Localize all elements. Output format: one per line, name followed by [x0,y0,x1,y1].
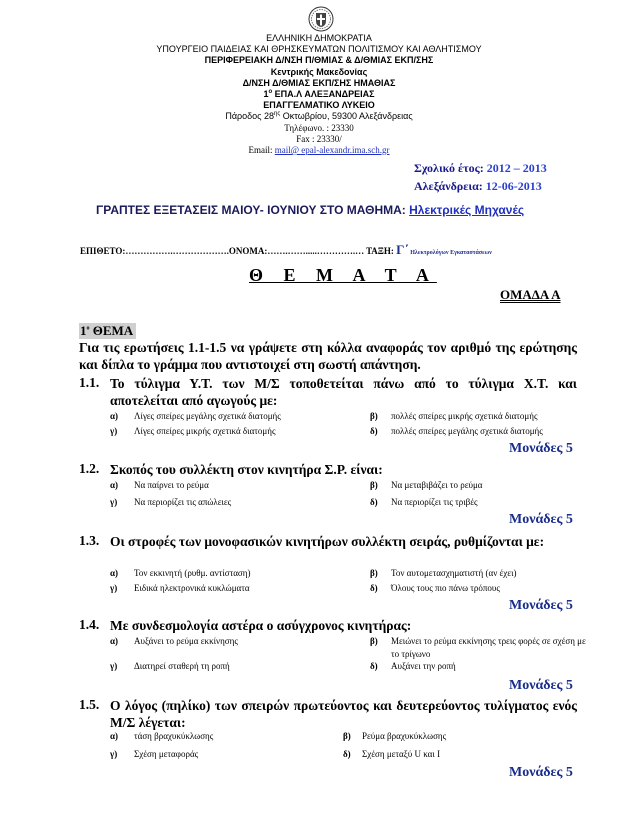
option-letter: β) [343,731,351,741]
option-text: Ρεύμα βραχυκύκλωσης [362,731,447,741]
instructions: Για τις ερωτήσεις 1.1-1.5 να γράψετε στη κόλλα αναφοράς τον αριθμό της ερώτησης και δίπλα το γράμμα που αντιστοιχεί στη σωστή απάντηση. [79,340,577,372]
header-country: ΕΛΛΗΝΙΚΗ ΔΗΜΟΚΡΑΤΙΑ [266,33,372,43]
question-text: Σκοπός του συλλέκτη στον κινητήρα Σ.Ρ. είναι: [110,462,383,477]
marks-label: Μονάδες 5 [509,678,573,693]
option-text: Να περιορίζει τις απώλειες [134,497,232,507]
question-number: 1.2. [79,461,100,476]
option-letter: α) [110,568,119,578]
header-address: Πάροδος $28^{\eta\varsigma}$ Οκτωβρίου, 59300 Αλεξάνδρειας [225,111,413,121]
option-text: Διατηρεί σταθερή τη ροπή [134,661,230,671]
question-number: 1.1. [79,375,100,390]
question-text: Οι στροφές των μονοφασικών κινητήρων συλλέκτη σειράς, ρυθμίζονται με: [110,534,545,549]
option-text: Ειδικά ηλεκτρονικά κυκλώματα [134,583,250,593]
option-text: Όλους τους πιο πάνω τρόπους [391,583,500,593]
option-text: τάση βραχυκύκλωσης [134,731,214,741]
option-letter: δ) [370,583,378,593]
group-label: ΟΜΑΔΑ Α [500,287,561,302]
header-phone: Τηλέφωνο. : 23330 [284,123,354,133]
header-region: Κεντρικής Μακεδονίας [270,67,368,77]
header-fax: Fax : 23330/ [296,134,342,144]
marks-label: Μονάδες 5 [509,441,573,456]
option-text: Σχέση μεταφοράς [134,749,199,759]
option-letter: γ) [110,497,118,507]
question-text: Με συνδεσμολογία αστέρα ο ασύγχρονος κινητήρας: [110,618,412,633]
option-text: Τον αυτομετασχηματιστή (αν έχει) [391,568,517,578]
option-letter: β) [370,568,378,578]
header-regional-directorate: ΠΕΡΙΦΕΡΕΙΑΚΗ Δ/ΝΣΗ Π/ΘΜΙΑΣ & Δ/ΘΜΙΑΣ ΕΚΠ/ΣΗΣ [204,55,434,65]
header-school-type: ΕΠΑΓΓΕΛΜΑΤΙΚΟ ΛΥΚΕΙΟ [263,100,375,110]
question-number: 1.4. [79,617,100,632]
option-letter: α) [110,636,119,646]
option-letter: γ) [110,661,118,671]
option-text: Σχέση μεταξύ U και I [362,749,441,759]
theme-1-heading: $1^o$ ΘΕΜΑ [79,323,136,339]
option-letter: γ) [110,749,118,759]
exam-title: ΓΡΑΠΤΕΣ ΕΞΕΤΑΣΕΙΣ ΜΑΙΟΥ- ΙΟΥΝΙΟΥ ΣΤΟ ΜΑΘΗΜΑ: Ηλεκτρικές Μηχανές [96,203,525,217]
option-letter: γ) [110,426,118,436]
greek-coat-of-arms-icon [308,6,334,32]
option-letter: β) [370,411,378,421]
option-letter: γ) [110,583,118,593]
option-letter: β) [370,480,378,490]
option-text: Λίγες σπείρες μικρής σχετικά διατομής [134,426,276,436]
option-text: Να μεταβιβάζει το ρεύμα [391,480,483,490]
exam-subject: Ηλεκτρικές Μηχανές [409,203,525,217]
header-email: Email: mail@ epal-alexandr.ima.sch.gr [248,145,390,155]
school-year: Σχολικό έτος: 2012 – 2013 [414,161,547,175]
header-directorate: Δ/ΝΣΗ Δ/ΘΜΙΑΣ ΕΚΠ/ΣΗΣ ΗΜΑΘΙΑΣ [242,78,396,88]
header-ministry: ΥΠΟΥΡΓΕΙΟ ΠΑΙΔΕΙΑΣ ΚΑΙ ΘΡΗΣΚΕΥΜΑΤΩΝ ΠΟΛΙΤΙΣΜΟΥ ΚΑΙ ΑΘΛΗΤΙΣΜΟΥ [156,44,482,54]
option-letter: δ) [370,426,378,436]
option-text: Μειώνει το ρεύμα εκκίνησης τρεις φορές σε σχέση με το τρίγωνο [391,636,586,659]
option-text: Λίγες σπείρες μεγάλης σχετικά διατομής [134,411,281,421]
option-text: Να παίρνει το ρεύμα [134,480,209,490]
option-letter: δ) [370,497,378,507]
exam-date: Αλεξάνδρεια: 12-06-2013 [414,179,542,193]
option-text: Αυξάνει την ροπή [391,661,456,671]
email-link[interactable]: mail@ epal-alexandr.ima.sch.gr [274,145,390,155]
marks-label: Μονάδες 5 [509,765,573,780]
student-info-line: ΕΠΙΘΕΤΟ:…………….……………….ΟΝΟΜΑ:…….…….....………….… ΤΑΞΗ: Γ΄ Ηλεκτρολόγων Εγκαταστάσεων [80,242,492,257]
option-text: Τον εκκινητή (ρυθμ. αντίσταση) [134,568,251,578]
option-text: Αυξάνει το ρεύμα εκκίνησης [134,636,238,646]
option-letter: δ) [370,661,378,671]
option-letter: δ) [343,749,351,759]
question-number: 1.3. [79,533,100,548]
question-text: Το τύλιγμα Υ.Τ. των Μ/Σ τοποθετείται πάνω από το τύλιγμα Χ.Τ. και αποτελείται από αγωγούς με: [110,376,577,408]
header-school: $1^o$ ΕΠΑ.Λ ΑΛΕΞΑΝΔΡΕΙΑΣ [263,89,375,99]
option-letter: α) [110,731,119,741]
option-text: Να περιορίζει τις τριβές [391,497,478,507]
question-number: 1.5. [79,697,100,712]
option-text: πολλές σπείρες μεγάλης σχετικά διατομής [391,426,543,436]
themes-title: Θ Ε Μ Α Τ Α [249,265,437,285]
marks-label: Μονάδες 5 [509,512,573,527]
option-letter: β) [370,636,378,646]
question-text: Ο λόγος (πηλίκο) των σπειρών πρωτεύοντος και δευτερεύοντος τυλίγματος ενός Μ/Σ λέγεται: [110,698,577,730]
option-letter: α) [110,411,119,421]
option-letter: α) [110,480,119,490]
option-text: πολλές σπείρες μικρής σχετικά διατομής [391,411,538,421]
marks-label: Μονάδες 5 [509,598,573,613]
